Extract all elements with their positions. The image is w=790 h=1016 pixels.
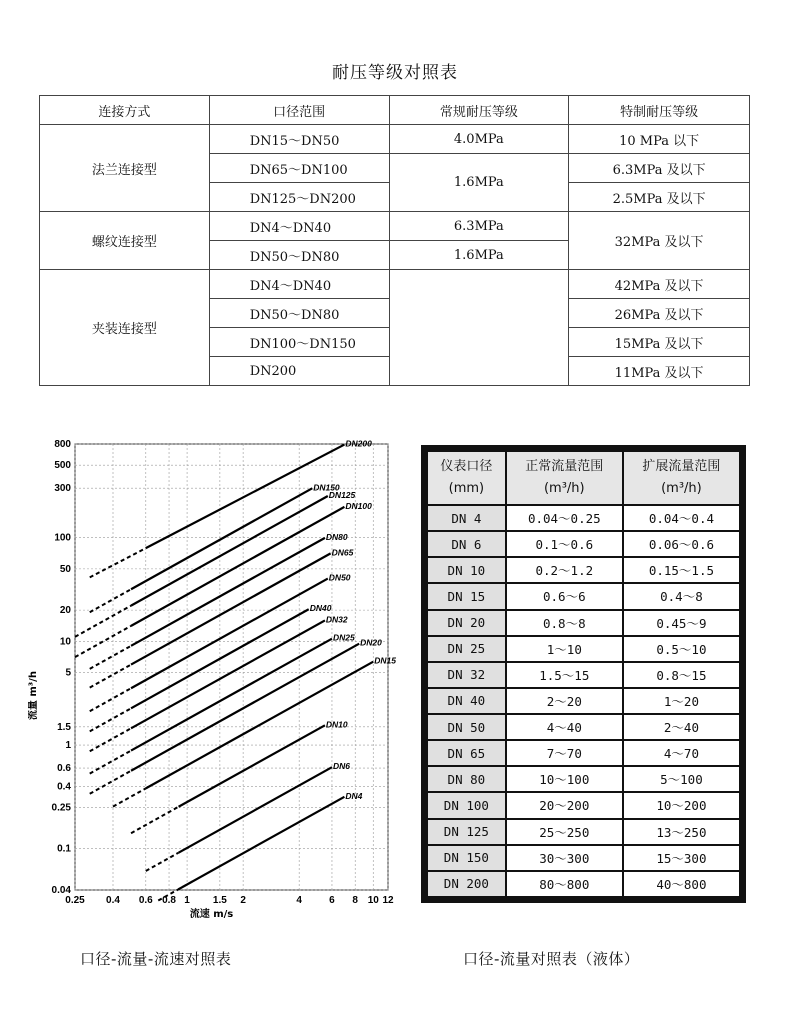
extended-range-cell: 0.4～8 — [624, 584, 739, 608]
normal-range-cell: 0.6～6 — [507, 584, 622, 608]
extended-range-cell: 1～20 — [624, 689, 739, 713]
x-tick-label: 2 — [240, 895, 246, 906]
caliber-cell: DN 65 — [428, 741, 505, 765]
normal-range-cell: 80～800 — [507, 872, 622, 896]
x-tick-label: 0.6 — [138, 895, 153, 906]
series-label: DN65 — [331, 547, 354, 558]
normal-range-cell: 25～250 — [507, 820, 622, 844]
normal-range-cell: 0.2～1.2 — [507, 558, 622, 582]
header-unit: (mm) — [448, 481, 485, 496]
extended-range-cell: 15～300 — [624, 846, 739, 870]
series-label: DN50 — [328, 572, 351, 583]
special-cell: 15MPa 及以下 — [569, 328, 750, 357]
table-row — [428, 793, 739, 817]
header-size-range: 口径范围 — [209, 96, 389, 125]
caption-right: 口径-流量对照表（液体） — [463, 950, 640, 968]
extended-range-cell: 4～70 — [624, 741, 739, 765]
size-cell: DN4～DN40 — [209, 270, 389, 299]
table-row — [428, 767, 739, 791]
regular-cell: 6.3MPa — [389, 212, 569, 241]
size-cell: DN200 — [209, 357, 389, 386]
header-connection: 连接方式 — [40, 96, 210, 125]
regular-cell: 1.6MPa — [389, 154, 569, 212]
caliber-cell: DN 40 — [428, 689, 505, 713]
normal-range-cell: 1～10 — [507, 637, 622, 661]
extended-range-cell: 13～250 — [624, 820, 739, 844]
group-clamp: 夹装连接型 — [40, 270, 210, 386]
caliber-cell: DN 125 — [428, 820, 505, 844]
header-regular-pressure: 常规耐压等级 — [389, 96, 569, 125]
size-cell: DN100～DN150 — [209, 328, 389, 357]
normal-range-cell: 30～300 — [507, 846, 622, 870]
y-tick-label: 1.5 — [57, 721, 71, 733]
series-label: DN100 — [345, 500, 372, 511]
header-line: 扩展流量范围 — [642, 459, 721, 474]
size-cell: DN50～DN80 — [209, 299, 389, 328]
table-row — [428, 506, 739, 530]
table-row — [40, 212, 750, 241]
x-tick-label: 0.4 — [106, 895, 120, 906]
series-label: DN25 — [332, 632, 355, 643]
y-tick-label: 0.4 — [57, 781, 71, 793]
normal-range-cell: 7～70 — [507, 741, 622, 765]
special-cell: 11MPa 及以下 — [569, 357, 750, 386]
table-row — [428, 558, 739, 582]
extended-range-cell: 10～200 — [624, 793, 739, 817]
extended-range-cell: 0.15～1.5 — [624, 558, 739, 582]
header-unit: (m³/h) — [661, 481, 702, 496]
series-label: DN125 — [328, 490, 356, 501]
series-label: DN32 — [325, 614, 348, 625]
size-cell: DN15～DN50 — [209, 125, 389, 154]
y-tick-label: 800 — [54, 439, 71, 450]
extended-range-cell: 40～800 — [624, 872, 739, 896]
x-tick-label: 10 — [367, 895, 379, 906]
x-tick-label: 0.8 — [162, 895, 176, 906]
x-tick-label: 4 — [296, 895, 302, 906]
table-row — [428, 872, 739, 896]
caliber-cell: DN 200 — [428, 872, 505, 896]
header-normal-range — [507, 452, 622, 504]
pressure-rating-table — [39, 95, 750, 386]
y-tick-label: 500 — [54, 460, 71, 472]
size-cell: DN4～DN40 — [209, 212, 389, 241]
x-tick-label: 6 — [329, 895, 335, 906]
x-tick-label: 1.5 — [212, 895, 227, 906]
header-special-pressure: 特制耐压等级 — [569, 96, 750, 125]
table-row — [428, 741, 739, 765]
y-tick-label: 0.6 — [57, 763, 71, 775]
caliber-cell: DN 50 — [428, 715, 505, 739]
special-cell: 42MPa 及以下 — [569, 270, 750, 299]
y-tick-label: 50 — [59, 563, 71, 575]
y-tick-label: 100 — [54, 532, 71, 544]
special-cell: 32MPa 及以下 — [569, 212, 750, 270]
y-tick-label: 0.1 — [57, 843, 71, 855]
regular-cell-empty — [389, 270, 569, 386]
extended-range-cell: 2～40 — [624, 715, 739, 739]
y-axis-label: 流量 m³/h — [28, 671, 39, 721]
special-cell: 6.3MPa 及以下 — [569, 154, 750, 183]
header-line: 正常流量范围 — [525, 459, 604, 474]
group-thread: 螺纹连接型 — [40, 212, 210, 270]
x-tick-label: 1 — [184, 895, 190, 906]
x-tick-label: 0.25 — [65, 895, 85, 906]
pressure-table-title: 耐压等级对照表 — [332, 63, 458, 83]
special-cell: 26MPa 及以下 — [569, 299, 750, 328]
series-label: DN6 — [332, 761, 350, 772]
caliber-cell: DN 20 — [428, 611, 505, 635]
caliber-cell: DN 100 — [428, 793, 505, 817]
extended-range-cell: 5～100 — [624, 767, 739, 791]
header-unit: (m³/h) — [543, 481, 585, 496]
extended-range-cell: 0.06～0.6 — [624, 532, 739, 556]
normal-range-cell: 1.5～15 — [507, 663, 622, 687]
flow-table-body — [428, 452, 739, 896]
table-row — [428, 689, 739, 713]
flow-range-table — [421, 445, 746, 903]
header-caliber — [428, 452, 505, 504]
table-row — [40, 125, 750, 154]
series-label: DN10 — [325, 719, 348, 730]
series-label: DN15 — [374, 655, 396, 666]
extended-range-cell: 0.8～15 — [624, 663, 739, 687]
caliber-cell: DN 150 — [428, 846, 505, 870]
y-tick-label: 1 — [65, 740, 71, 752]
caliber-cell: DN 80 — [428, 767, 505, 791]
table-row — [428, 715, 739, 739]
caliber-cell: DN 6 — [428, 532, 505, 556]
special-cell: 10 MPa 以下 — [569, 125, 750, 154]
normal-range-cell: 0.8～8 — [507, 611, 622, 635]
x-tick-label: 12 — [382, 895, 394, 906]
size-cell: DN125～DN200 — [209, 183, 389, 212]
normal-range-cell: 4～40 — [507, 715, 622, 739]
caliber-cell: DN 10 — [428, 558, 505, 582]
normal-range-cell: 0.1～0.6 — [507, 532, 622, 556]
table-row — [428, 846, 739, 870]
caliber-cell: DN 32 — [428, 663, 505, 687]
normal-range-cell: 20～200 — [507, 793, 622, 817]
caliber-cell: DN 15 — [428, 584, 505, 608]
series-label: DN20 — [360, 637, 382, 648]
caption-left: 口径-流量-流速对照表 — [80, 950, 232, 968]
special-cell: 2.5MPa 及以下 — [569, 183, 750, 212]
extended-range-cell: 0.45～9 — [624, 611, 739, 635]
series-label: DN4 — [345, 790, 363, 801]
normal-range-cell: 10～100 — [507, 767, 622, 791]
caliber-cell: DN 25 — [428, 637, 505, 661]
y-tick-label: 0.25 — [51, 802, 71, 814]
caliber-cell: DN 4 — [428, 506, 505, 530]
table-row — [40, 270, 750, 299]
y-tick-label: 10 — [59, 636, 71, 648]
flow-velocity-chart — [28, 430, 398, 925]
y-tick-label: 5 — [65, 667, 71, 679]
table-row — [428, 584, 739, 608]
normal-range-cell: 0.04～0.25 — [507, 506, 622, 530]
header-extended-range — [624, 452, 739, 504]
y-tick-label: 0.04 — [51, 885, 71, 896]
table-row — [428, 532, 739, 556]
extended-range-cell: 0.04～0.4 — [624, 506, 739, 530]
series-label: DN200 — [345, 438, 372, 449]
y-tick-label: 20 — [59, 605, 71, 617]
y-tick-label: 300 — [54, 483, 71, 495]
header-line: 仪表口径 — [440, 459, 493, 474]
size-cell: DN50～DN80 — [209, 241, 389, 270]
extended-range-cell: 0.5～10 — [624, 637, 739, 661]
table-row — [428, 663, 739, 687]
regular-cell: 1.6MPa — [389, 241, 569, 270]
series-label: DN80 — [325, 531, 348, 542]
size-cell: DN65～DN100 — [209, 154, 389, 183]
series-label: DN150 — [313, 482, 340, 493]
table-row — [428, 820, 739, 844]
flow-table-header-row — [428, 452, 739, 504]
normal-range-cell: 2～20 — [507, 689, 622, 713]
regular-cell: 4.0MPa — [389, 125, 569, 154]
x-tick-label: 8 — [352, 895, 358, 906]
table-header-row — [40, 96, 750, 125]
series-label: DN40 — [309, 603, 332, 614]
x-axis-label: 流速 m/s — [189, 909, 234, 920]
table-row — [428, 637, 739, 661]
group-flange: 法兰连接型 — [40, 125, 210, 212]
table-row — [428, 611, 739, 635]
